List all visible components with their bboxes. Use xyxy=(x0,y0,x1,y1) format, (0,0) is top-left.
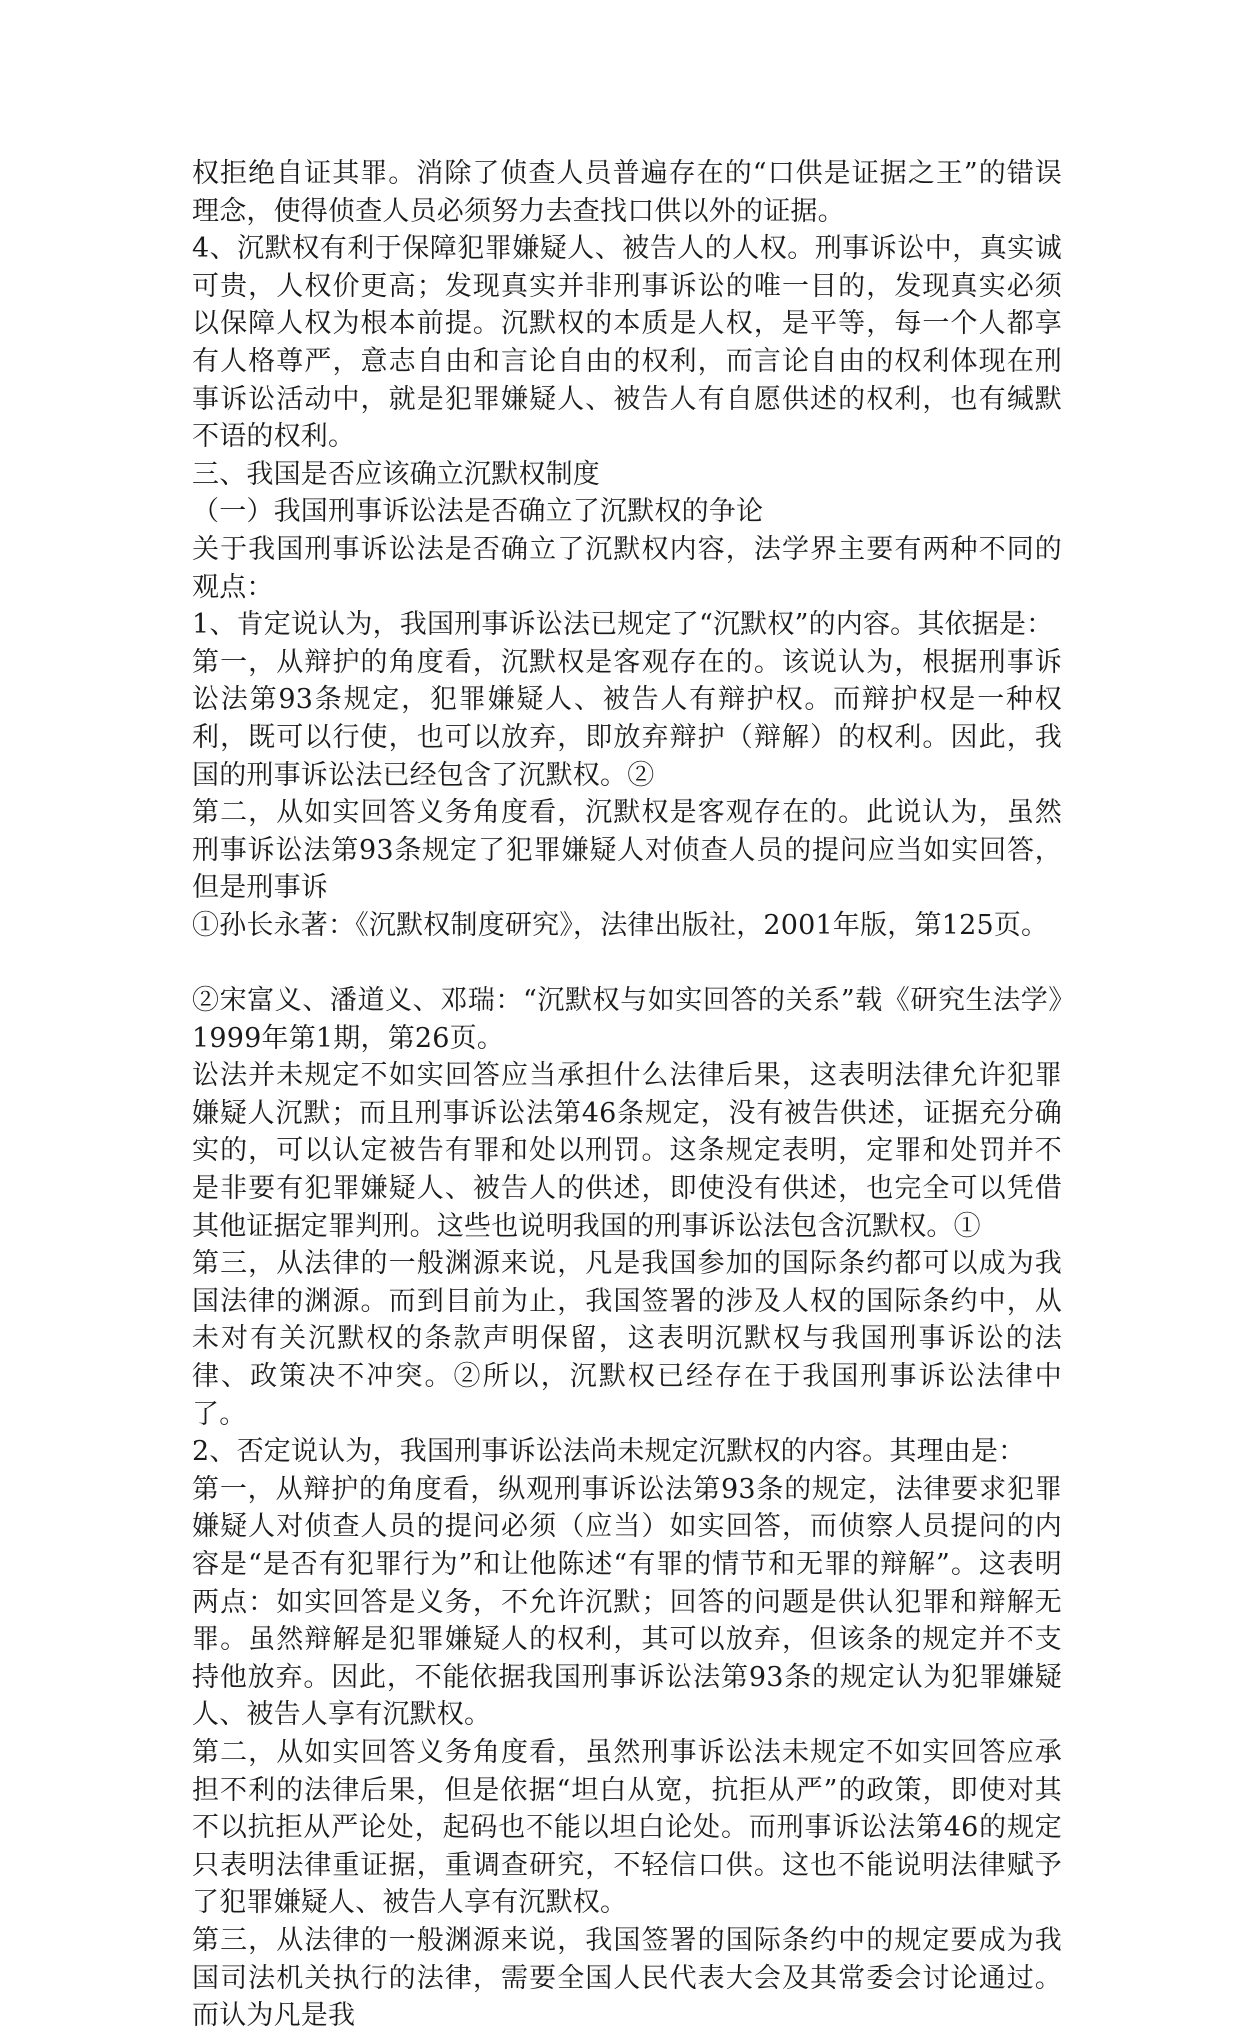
section-heading: 三、我国是否应该确立沉默权制度 xyxy=(192,458,600,490)
paragraph: 第一，从辩护的角度看，纵观刑事诉讼法第93条的规定，法律要求犯罪嫌疑人对侦查人员的提问必须（应当）如实回答，而侦察人员提问的内容是“是否有犯罪行为”和让他陈述“有罪的情节和无罪的辩解”。这表明两点：如实回答是义务，不允许沉默；回答的问题是供认犯罪和辩解无罪。虽然辩解是犯罪嫌疑人的权利，其可以放弃，但该条的规定并不支持他放弃。因此，不能依据我国刑事诉讼法第93条的规定认为犯罪嫌疑人、被告人享有沉默权。 xyxy=(192,1473,1062,1731)
document-body xyxy=(192,155,1062,2035)
paragraph: 第三，从法律的一般渊源来说，凡是我国参加的国际条约都可以成为我国法律的渊源。而到目前为止，我国签署的涉及人权的国际条约中，从未对有关沉默权的条款声明保留，这表明沉默权与我国刑事诉讼的法律、政策决不冲突。②所以，沉默权已经存在于我国刑事诉讼法律中了。 xyxy=(192,1248,1062,1430)
paragraph: 第三，从法律的一般渊源来说，我国签署的国际条约中的规定要成为我国司法机关执行的法律，需要全国人民代表大会及其常委会讨论通过。而认为凡是我 xyxy=(192,1924,1062,2032)
paragraph: 讼法并未规定不如实回答应当承担什么法律后果，这表明法律允许犯罪嫌疑人沉默；而且刑事诉讼法第46条规定，没有被告供述，证据充分确实的，可以认定被告有罪和处以刑罚。这条规定表明，定罪和处罚并不是非要有犯罪嫌疑人、被告人的供述，即使没有供述，也完全可以凭借其他证据定罪判刑。这些也说明我国的刑事诉讼法包含沉默权。① xyxy=(192,1060,1062,1242)
paragraph: 权拒绝自证其罪。消除了侦查人员普遍存在的“口供是证据之王”的错误理念，使得侦查人员必须努力去查找口供以外的证据。 xyxy=(192,158,1062,227)
paragraph: 2、否定说认为，我国刑事诉讼法尚未规定沉默权的内容。其理由是： xyxy=(192,1436,1026,1468)
paragraph: 第二，从如实回答义务角度看，虽然刑事诉讼法未规定不如实回答应承担不利的法律后果，但是依据“坦白从宽，抗拒从严”的政策，即使对其不以抗拒从严论处，起码也不能以坦白论处。而刑事诉讼法第46的规定只表明法律重证据，重调查研究，不轻信口供。这也不能说明法律赋予了犯罪嫌疑人、被告人享有沉默权。 xyxy=(192,1736,1062,1919)
paragraph: 第一，从辩护的角度看，沉默权是客观存在的。该说认为，根据刑事诉讼法第93条规定，犯罪嫌疑人、被告人有辩护权。而辩护权是一种权利，既可以行使，也可以放弃，即放弃辩护（辩解）的权利。因此，我国的刑事诉讼法已经包含了沉默权。② xyxy=(192,646,1062,791)
footnote-spacer xyxy=(192,944,1062,982)
paragraph: 关于我国刑事诉讼法是否确立了沉默权内容，法学界主要有两种不同的观点： xyxy=(192,533,1062,603)
paragraph: 第二，从如实回答义务角度看，沉默权是客观存在的。此说认为，虽然刑事诉讼法第93条规定了犯罪嫌疑人对侦查人员的提问应当如实回答，但是刑事诉 xyxy=(192,797,1062,904)
paragraph: 1、肯定说认为，我国刑事诉讼法已规定了“沉默权”的内容。其依据是： xyxy=(192,609,1054,641)
footnote: ②宋富义、潘道义、邓瑞：“沉默权与如实回答的关系”载《研究生法学》1999年第1期，第26页。 xyxy=(192,985,1062,1054)
footnote: ①孙长永著：《沉默权制度研究》，法律出版社，2001年版，第125页。 xyxy=(192,909,1049,941)
paragraph: 4、沉默权有利于保障犯罪嫌疑人、被告人的人权。刑事诉讼中，真实诚可贵，人权价更高；发现真实并非刑事诉讼的唯一目的，发现真实必须以保障人权为根本前提。沉默权的本质是人权，是平等，每一个人都享有人格尊严，意志自由和言论自由的权利，而言论自由的权利体现在刑事诉讼活动中，就是犯罪嫌疑人、被告人有自愿供述的权利，也有缄默不语的权利。 xyxy=(192,233,1062,453)
subsection-heading: （一）我国刑事诉讼法是否确立了沉默权的争论 xyxy=(192,496,764,528)
